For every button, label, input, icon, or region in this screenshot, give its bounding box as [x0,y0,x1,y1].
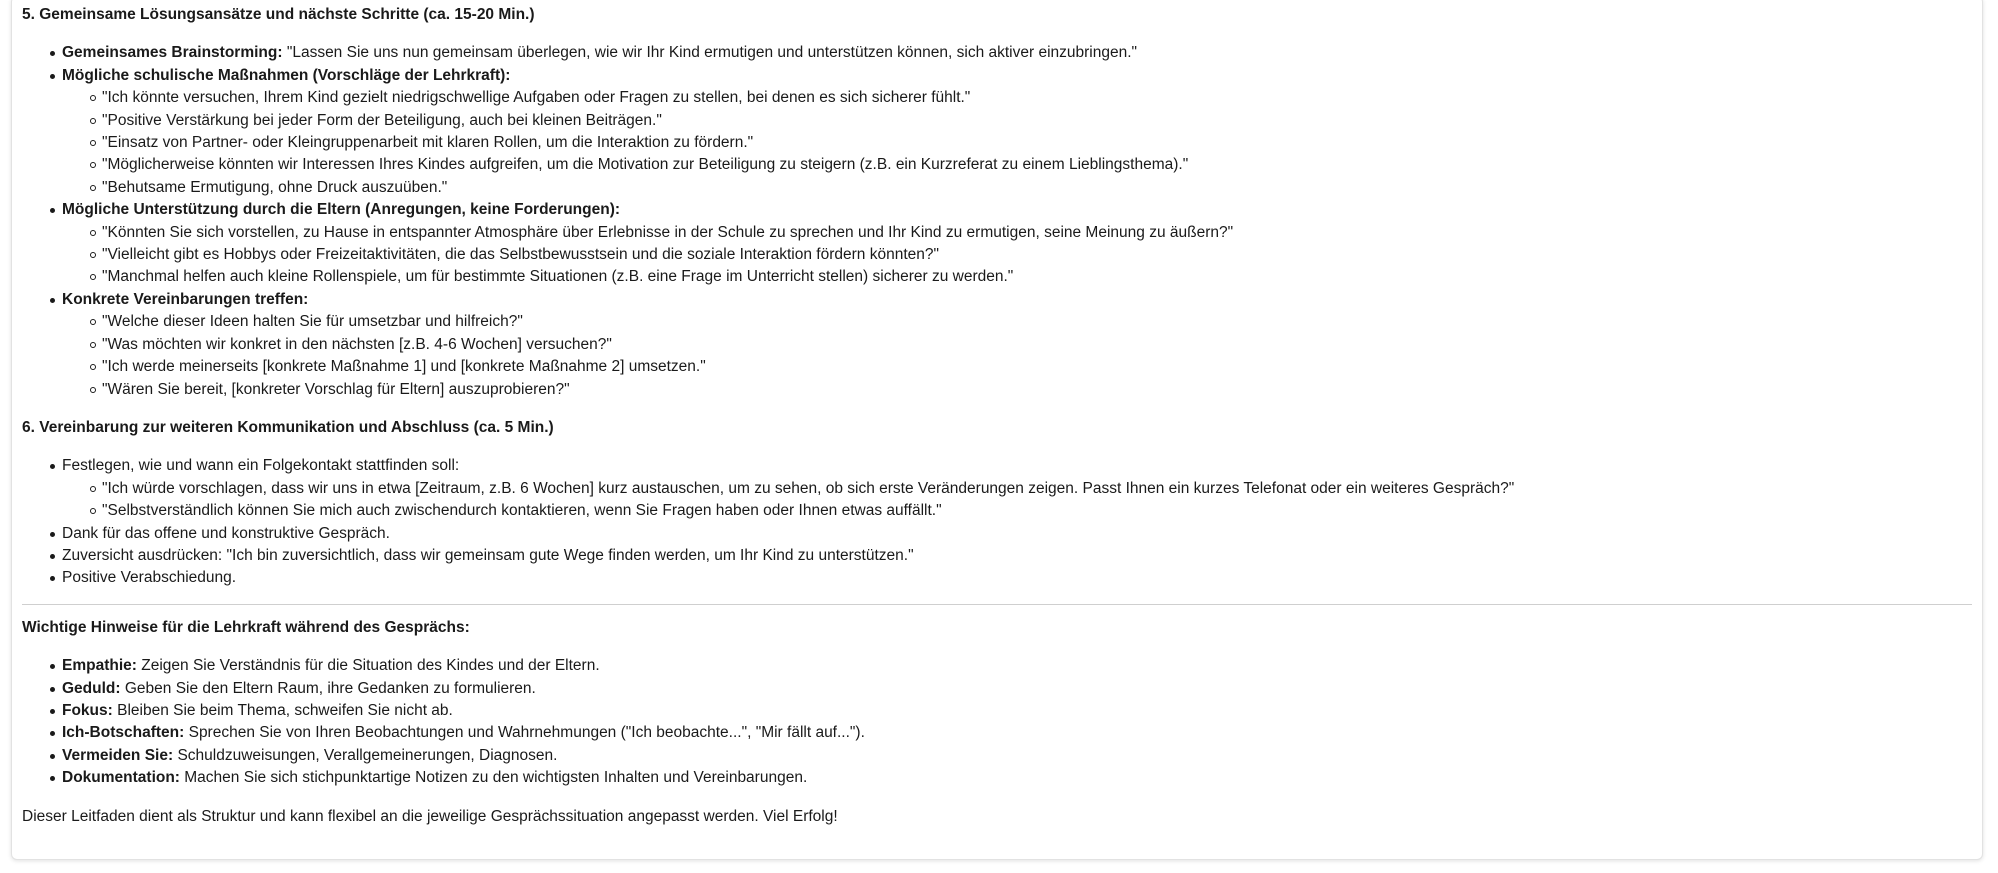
section5-list [22,42,1972,401]
list-item [22,678,1972,700]
list-item [22,455,1972,522]
item-label: Fokus: [62,701,113,719]
item-text: Sprechen Sie von Ihren Beobachtungen und Wahrnehmungen ("Ich beobachte...", "Mir fällt auf..."). [184,724,865,742]
list-item [22,722,1972,744]
sub-list-item: "Positive Verstärkung bei jeder Form der Beteiligung, auch bei kleinen Beiträgen." [62,110,1972,132]
list-item [22,65,1972,199]
list-item [22,767,1972,789]
sub-list-item: "Ich werde meinerseits [konkrete Maßnahme 1] und [konkrete Maßnahme 2] umsetzen." [62,356,1972,378]
list-item [22,199,1972,289]
list-item [22,289,1972,401]
item-text: Festlegen, wie und wann ein Folgekontakt stattfinden soll: [62,457,460,475]
item-label: Konkrete Vereinbarungen treffen: [62,290,309,308]
hints-heading: Wichtige Hinweise für die Lehrkraft während des Gesprächs: [22,618,470,636]
sub-list [62,222,1972,289]
document-card [11,0,1983,860]
list-item: Zuversicht ausdrücken: "Ich bin zuversichtlich, dass wir gemeinsam gute Wege finden werden, um Ihr Kind zu unterstützen." [22,545,1972,567]
sub-list-item: "Behutsame Ermutigung, ohne Druck auszuüben." [62,177,1972,199]
item-text: Schuldzuweisungen, Verallgemeinerungen, Diagnosen. [173,746,558,764]
hints-list [22,655,1972,789]
item-text: Machen Sie sich stichpunktartige Notizen zu den wichtigsten Inhalten und Vereinbarungen. [179,769,808,787]
item-text: Bleiben Sie beim Thema, schweifen Sie nicht ab. [112,701,453,719]
list-item [22,42,1972,64]
document-content [22,0,1972,828]
sub-list-item: "Manchmal helfen auch kleine Rollenspiele, um für bestimmte Situationen (z.B. eine Frage im Unterricht stellen) sicherer zu werden." [62,266,1972,288]
list-item [22,700,1972,722]
item-label: Mögliche Unterstützung durch die Eltern (Anregungen, keine Forderungen): [62,201,621,219]
item-label: Geduld: [62,679,121,697]
item-text: "Lassen Sie uns nun gemeinsam überlegen, wie wir Ihr Kind ermutigen und unterstützen können, sich aktiver einzubringen." [282,44,1138,62]
sub-list [62,87,1972,199]
sub-list [62,478,1972,523]
sub-list-item: "Vielleicht gibt es Hobbys oder Freizeitaktivitäten, die das Selbstbewusstsein und die soziale Interaktion fördern könnten?" [62,244,1972,266]
closing-paragraph: Dieser Leitfaden dient als Struktur und kann flexibel an die jeweilige Gesprächssituation angepasst werden. Viel Erfolg! [22,807,838,825]
item-label: Gemeinsames Brainstorming: [62,44,283,62]
list-item: Positive Verabschiedung. [22,567,1972,589]
item-label: Vermeiden Sie: [62,746,174,764]
item-text: Geben Sie den Eltern Raum, ihre Gedanken zu formulieren. [120,679,536,697]
item-label: Mögliche schulische Maßnahmen (Vorschläge der Lehrkraft): [62,66,511,84]
item-label: Dokumentation: [62,769,180,787]
sub-list-item: "Ich könnte versuchen, Ihrem Kind gezielt niedrigschwellige Aufgaben oder Fragen zu stellen, bei denen es sich sicherer fühlt." [62,87,1972,109]
sub-list [62,311,1972,401]
section6-heading: 6. Vereinbarung zur weiteren Kommunikation und Abschluss (ca. 5 Min.) [22,418,554,436]
sub-list-item: "Wären Sie bereit, [konkreter Vorschlag für Eltern] auszuprobieren?" [62,379,1972,401]
sub-list-item: "Was möchten wir konkret in den nächsten [z.B. 4-6 Wochen] versuchen?" [62,334,1972,356]
section6-list [22,455,1972,589]
list-item [22,745,1972,767]
sub-list-item: "Ich würde vorschlagen, dass wir uns in etwa [Zeitraum, z.B. 6 Wochen] kurz austauschen, um zu sehen, ob sich erste Veränderungen zeigen. Passt Ihnen ein kurzes Telefonat oder ein weiteres Gespräch?" [62,478,1972,500]
list-item [22,655,1972,677]
sub-list-item: "Einsatz von Partner- oder Kleingruppenarbeit mit klaren Rollen, um die Interaktion zu fördern." [62,132,1972,154]
sub-list-item: "Könnten Sie sich vorstellen, zu Hause in entspannter Atmosphäre über Erlebnisse in der Schule zu sprechen und Ihr Kind zu ermutigen, seine Meinung zu äußern?" [62,222,1972,244]
item-label: Empathie: [62,657,137,675]
sub-list-item: "Selbstverständlich können Sie mich auch zwischendurch kontaktieren, wenn Sie Fragen haben oder Ihnen etwas auffällt." [62,500,1972,522]
divider [22,604,1972,605]
item-text: Zeigen Sie Verständnis für die Situation des Kindes und der Eltern. [136,657,600,675]
list-item: Dank für das offene und konstruktive Gespräch. [22,523,1972,545]
sub-list-item: "Welche dieser Ideen halten Sie für umsetzbar und hilfreich?" [62,311,1972,333]
item-label: Ich-Botschaften: [62,724,185,742]
section5-heading: 5. Gemeinsame Lösungsansätze und nächste Schritte (ca. 15-20 Min.) [22,6,535,23]
sub-list-item: "Möglicherweise könnten wir Interessen Ihres Kindes aufgreifen, um die Motivation zur Beteiligung zu steigern (z.B. ein Kurzreferat zu einem Lieblingsthema)." [62,154,1972,176]
